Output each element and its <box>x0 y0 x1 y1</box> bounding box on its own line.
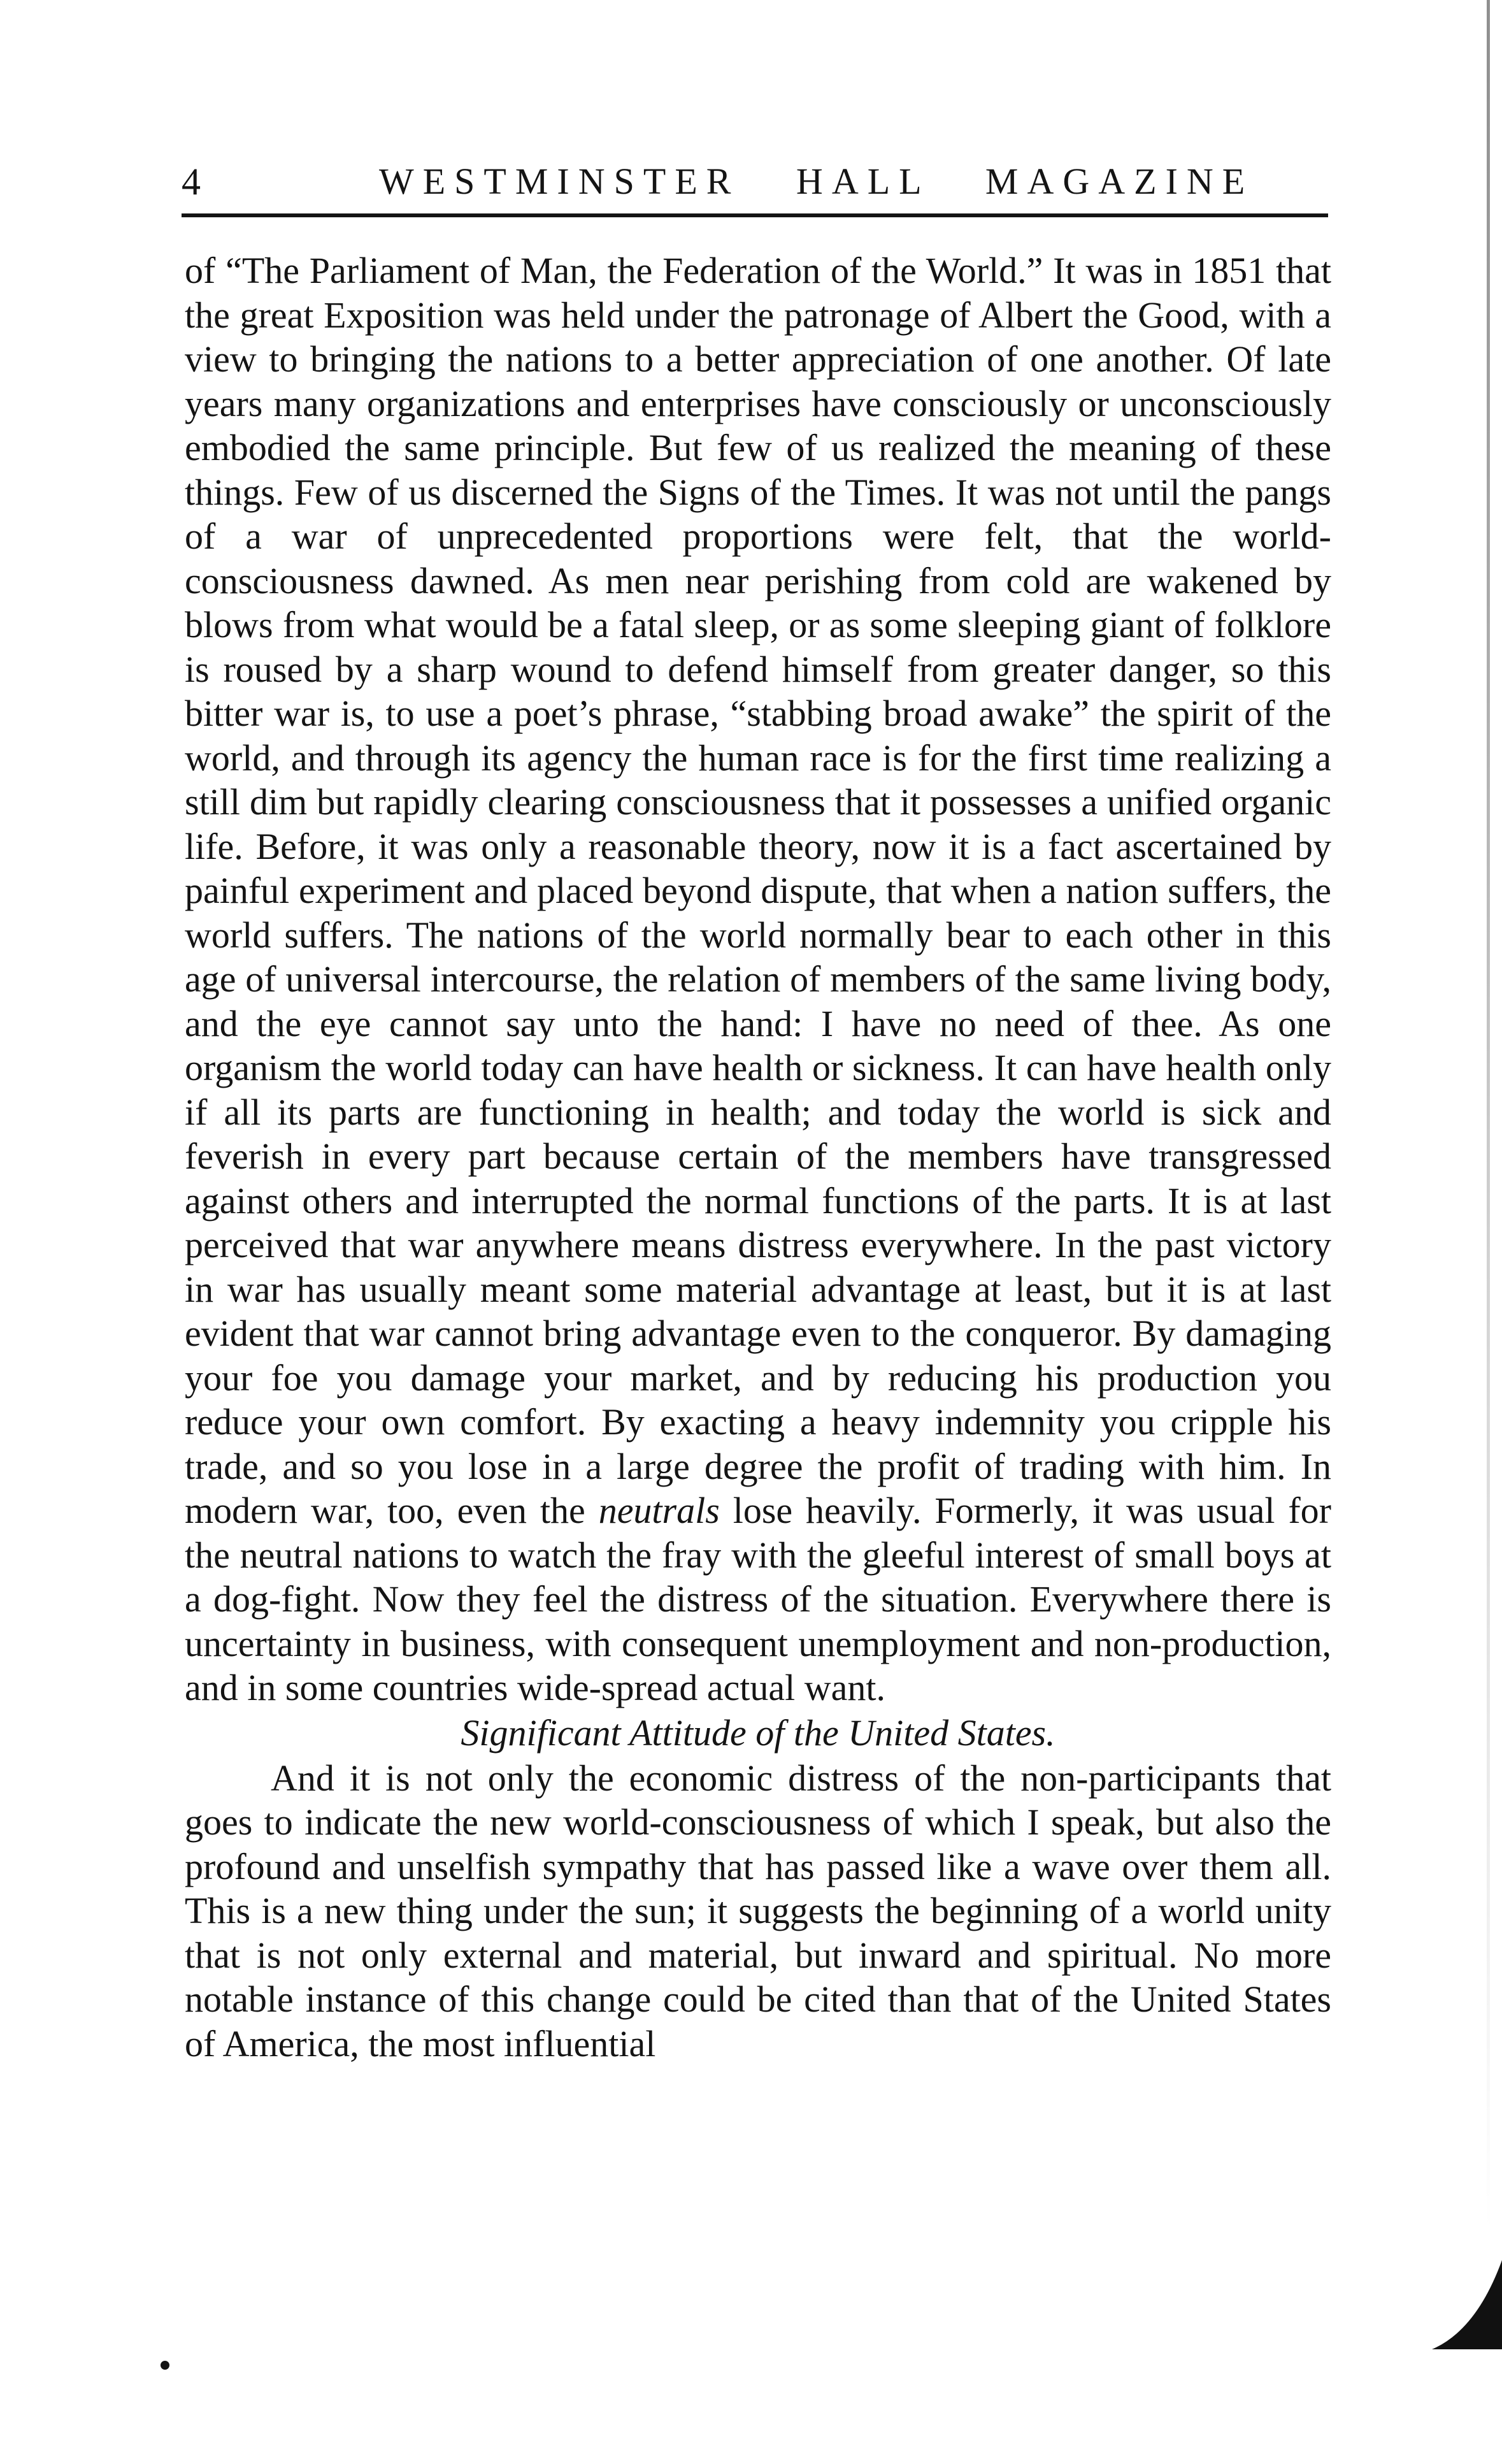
header-rule <box>182 213 1328 217</box>
margin-mark <box>161 2361 169 2370</box>
scan-edge <box>1487 0 1490 2230</box>
article-body <box>185 249 1331 2066</box>
italic-word: neutrals <box>598 1490 720 1531</box>
page-number: 4 <box>182 161 201 203</box>
paragraph-lead-text: of “The Parliament of Man, the Federation of the World.” It was in 1851 that the great Exposition was held under the patronage of Albert the Good, with a view to bringing the nations to a better appreciation of one another. Of late years many organizations and enterprises have consciously or unconsciously embodied the same principle. But few of us realized the meaning of these things. Few of us discerned the Signs of the Times. It was not until the pangs of a war of unprecedented proportions were felt, that the world-consciousness dawned. As men near perishing from cold are wakened by blows from what would be a fatal sleep, or as some sleeping giant of folklore is roused by a sharp wound to defend himself from greater danger, so this bitter war is, to use a poet’s phrase, “stabbing broad awake” the spirit of the world, and through its agency the human race is for the first time realizing a still dim but rapidly clearing consciousness that it possesses a unified organic life. Before, it was only a reasonable theory, now it is a fact ascertained by painful experiment and placed beyond dispute, that when a nation suffers, the world suffers. The nations of the world normally bear to each other in this age of universal intercourse, the relation of members of the same living body, and the eye cannot say unto the hand: I have no need of thee. As one organism the world today can have health or sickness. It can have health only if all its parts are functioning in health; and today the world is sick and feverish in every part because certain of the members have transgressed against others and interrupted the normal functions of the parts. It is at last perceived that war anywhere means distress everywhere. In the past victory in war has usually meant some material advantage at least, but it is at last evident that war cannot bring advantage even to the conqueror. By damaging your foe you damage your market, and by reducing his production you reduce your own comfort. By exacting a heavy indemnity you cripple his trade, and so you lose in a large degree the profit of trading with him. In modern war, too, even the <box>185 250 1331 1531</box>
scan-corner-shadow <box>1406 2260 1502 2349</box>
running-head <box>182 153 1328 210</box>
body-paragraph: And it is not only the economic distress of the non-participants that goes to indicate the new world-consciousness of which I speak, but also the profound and unselfish sympathy that has passed like a wave over them all. This is a new thing under the sun; it suggests the beginning of a world unity that is not only external and material, but inward and spiritual. No more notable instance of this change could be cited than that of the United States of America, the most influential <box>185 1757 1331 2064</box>
paragraph-tail-text: lose heavily. Formerly, it was usual for the neutral nations to watch the fray with the gleeful interest of small boys at a dog-fight. Now they feel the distress of the situation. Everywhere there is uncertainty in business, with consequent unemployment and non-production, and in some countries wide-spread actual want. <box>185 1490 1331 1708</box>
body-paragraph <box>185 249 1331 1710</box>
section-subheading: Significant Attitude of the United States. <box>461 1711 1055 1754</box>
magazine-title: WESTMINSTER HALL MAGAZINE <box>379 161 1254 202</box>
